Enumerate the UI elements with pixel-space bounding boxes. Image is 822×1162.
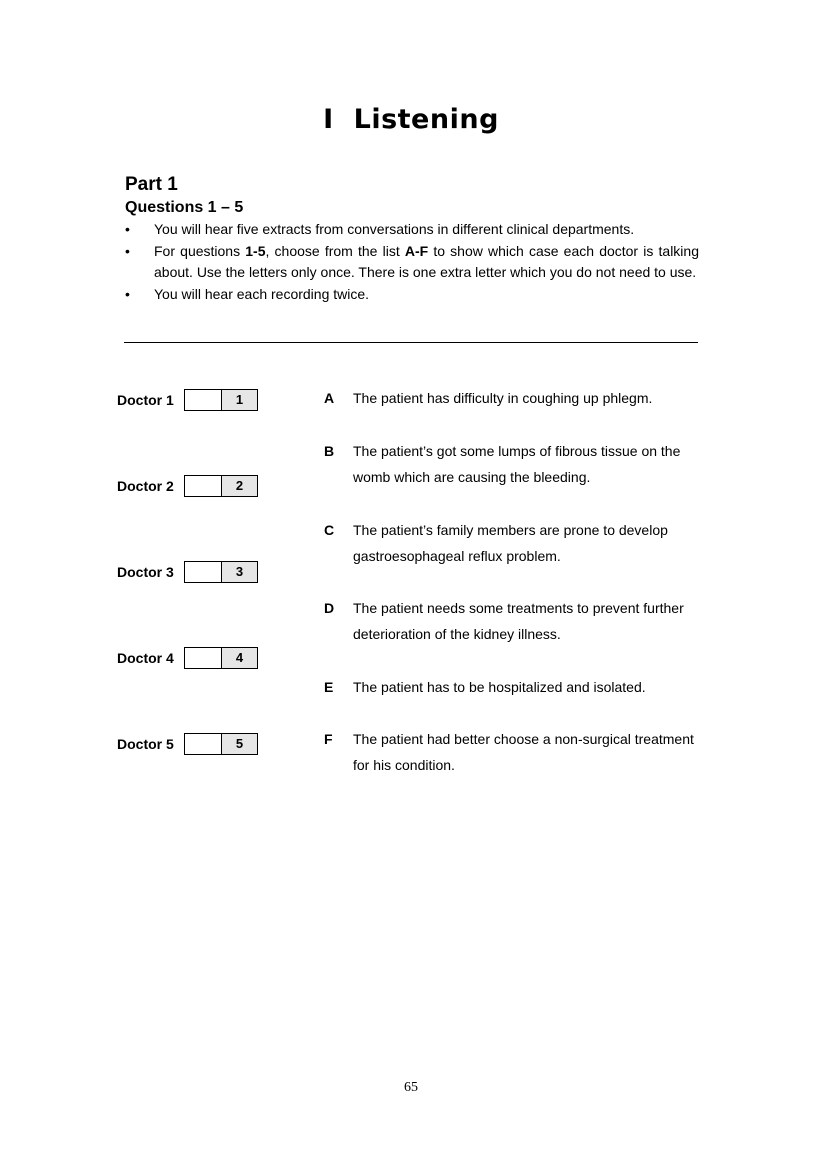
section-roman-numeral: I <box>323 104 334 135</box>
option-letter: D <box>324 600 335 616</box>
option-text: The patient had better choose a non-surgical treatment for his condition. <box>353 731 694 773</box>
page-number: 65 <box>404 1080 418 1095</box>
questions-heading: Questions 1 – 5 <box>125 199 244 216</box>
bullet-icon: • <box>125 285 130 302</box>
option-f <box>324 726 714 778</box>
option-text: The patient has difficulty in coughing up phlegm. <box>353 390 653 406</box>
instruction-item <box>125 219 699 241</box>
letter-range: A-F <box>404 242 429 259</box>
bullet-icon: • <box>125 221 130 237</box>
option-text: The patient has to be hospitalized and isolated. <box>353 679 646 695</box>
option-text: The patient’s got some lumps of fibrous tissue on the womb which are causing the bleeding. <box>353 443 681 485</box>
section-title-text: Listening <box>353 104 499 135</box>
doctor-label: Doctor 5 <box>117 736 174 752</box>
divider <box>124 342 698 343</box>
option-text: The patient needs some treatments to prevent further deterioration of the kidney illness. <box>353 600 684 642</box>
part-title: Part 1 <box>125 174 178 195</box>
option-letter: F <box>324 731 333 747</box>
doctor-row-1 <box>117 389 258 411</box>
answer-box-2[interactable] <box>184 475 222 497</box>
doctor-row-3 <box>117 561 258 583</box>
option-b <box>324 438 714 490</box>
option-a <box>324 385 714 411</box>
instruction-text: You will hear five extracts from conversations in different clinical departments. <box>154 221 635 237</box>
option-c <box>324 517 714 569</box>
question-number-box: 2 <box>222 475 258 497</box>
doctor-row-2 <box>117 475 258 497</box>
doctor-label: Doctor 4 <box>117 650 174 666</box>
doctor-row-4 <box>117 647 258 669</box>
option-e <box>324 674 714 700</box>
answer-box-4[interactable] <box>184 647 222 669</box>
option-text: The patient’s family members are prone to develop gastroesophageal reflux problem. <box>353 522 668 564</box>
instruction-text-after: to show which case each doctor is talking about. Use the letters only once. There is one extra letter which you do not need to use. <box>154 242 699 280</box>
answer-box-5[interactable] <box>184 733 222 755</box>
option-letter: E <box>324 679 334 695</box>
question-number-box: 4 <box>222 647 258 669</box>
question-range: 1-5 <box>245 242 266 259</box>
option-d <box>324 595 714 647</box>
question-number-box: 1 <box>222 389 258 411</box>
doctor-label: Doctor 1 <box>117 392 174 408</box>
answer-box-3[interactable] <box>184 561 222 583</box>
doctor-row-5 <box>117 733 258 755</box>
doctor-label: Doctor 2 <box>117 478 174 494</box>
option-letter: B <box>324 443 335 459</box>
question-number-box: 3 <box>222 561 258 583</box>
doctor-label: Doctor 3 <box>117 564 174 580</box>
option-letter: C <box>324 522 335 538</box>
instruction-text-before: For questions <box>154 242 246 259</box>
instruction-text-middle: , choose from the list <box>265 242 405 259</box>
instruction-item <box>125 241 699 284</box>
instruction-item <box>125 284 699 306</box>
section-title <box>0 104 822 135</box>
answer-box-1[interactable] <box>184 389 222 411</box>
bullet-icon: • <box>125 242 130 259</box>
instructions-list <box>125 219 699 305</box>
question-number-box: 5 <box>222 733 258 755</box>
instruction-text: You will hear each recording twice. <box>154 285 370 302</box>
option-letter: A <box>324 390 335 406</box>
